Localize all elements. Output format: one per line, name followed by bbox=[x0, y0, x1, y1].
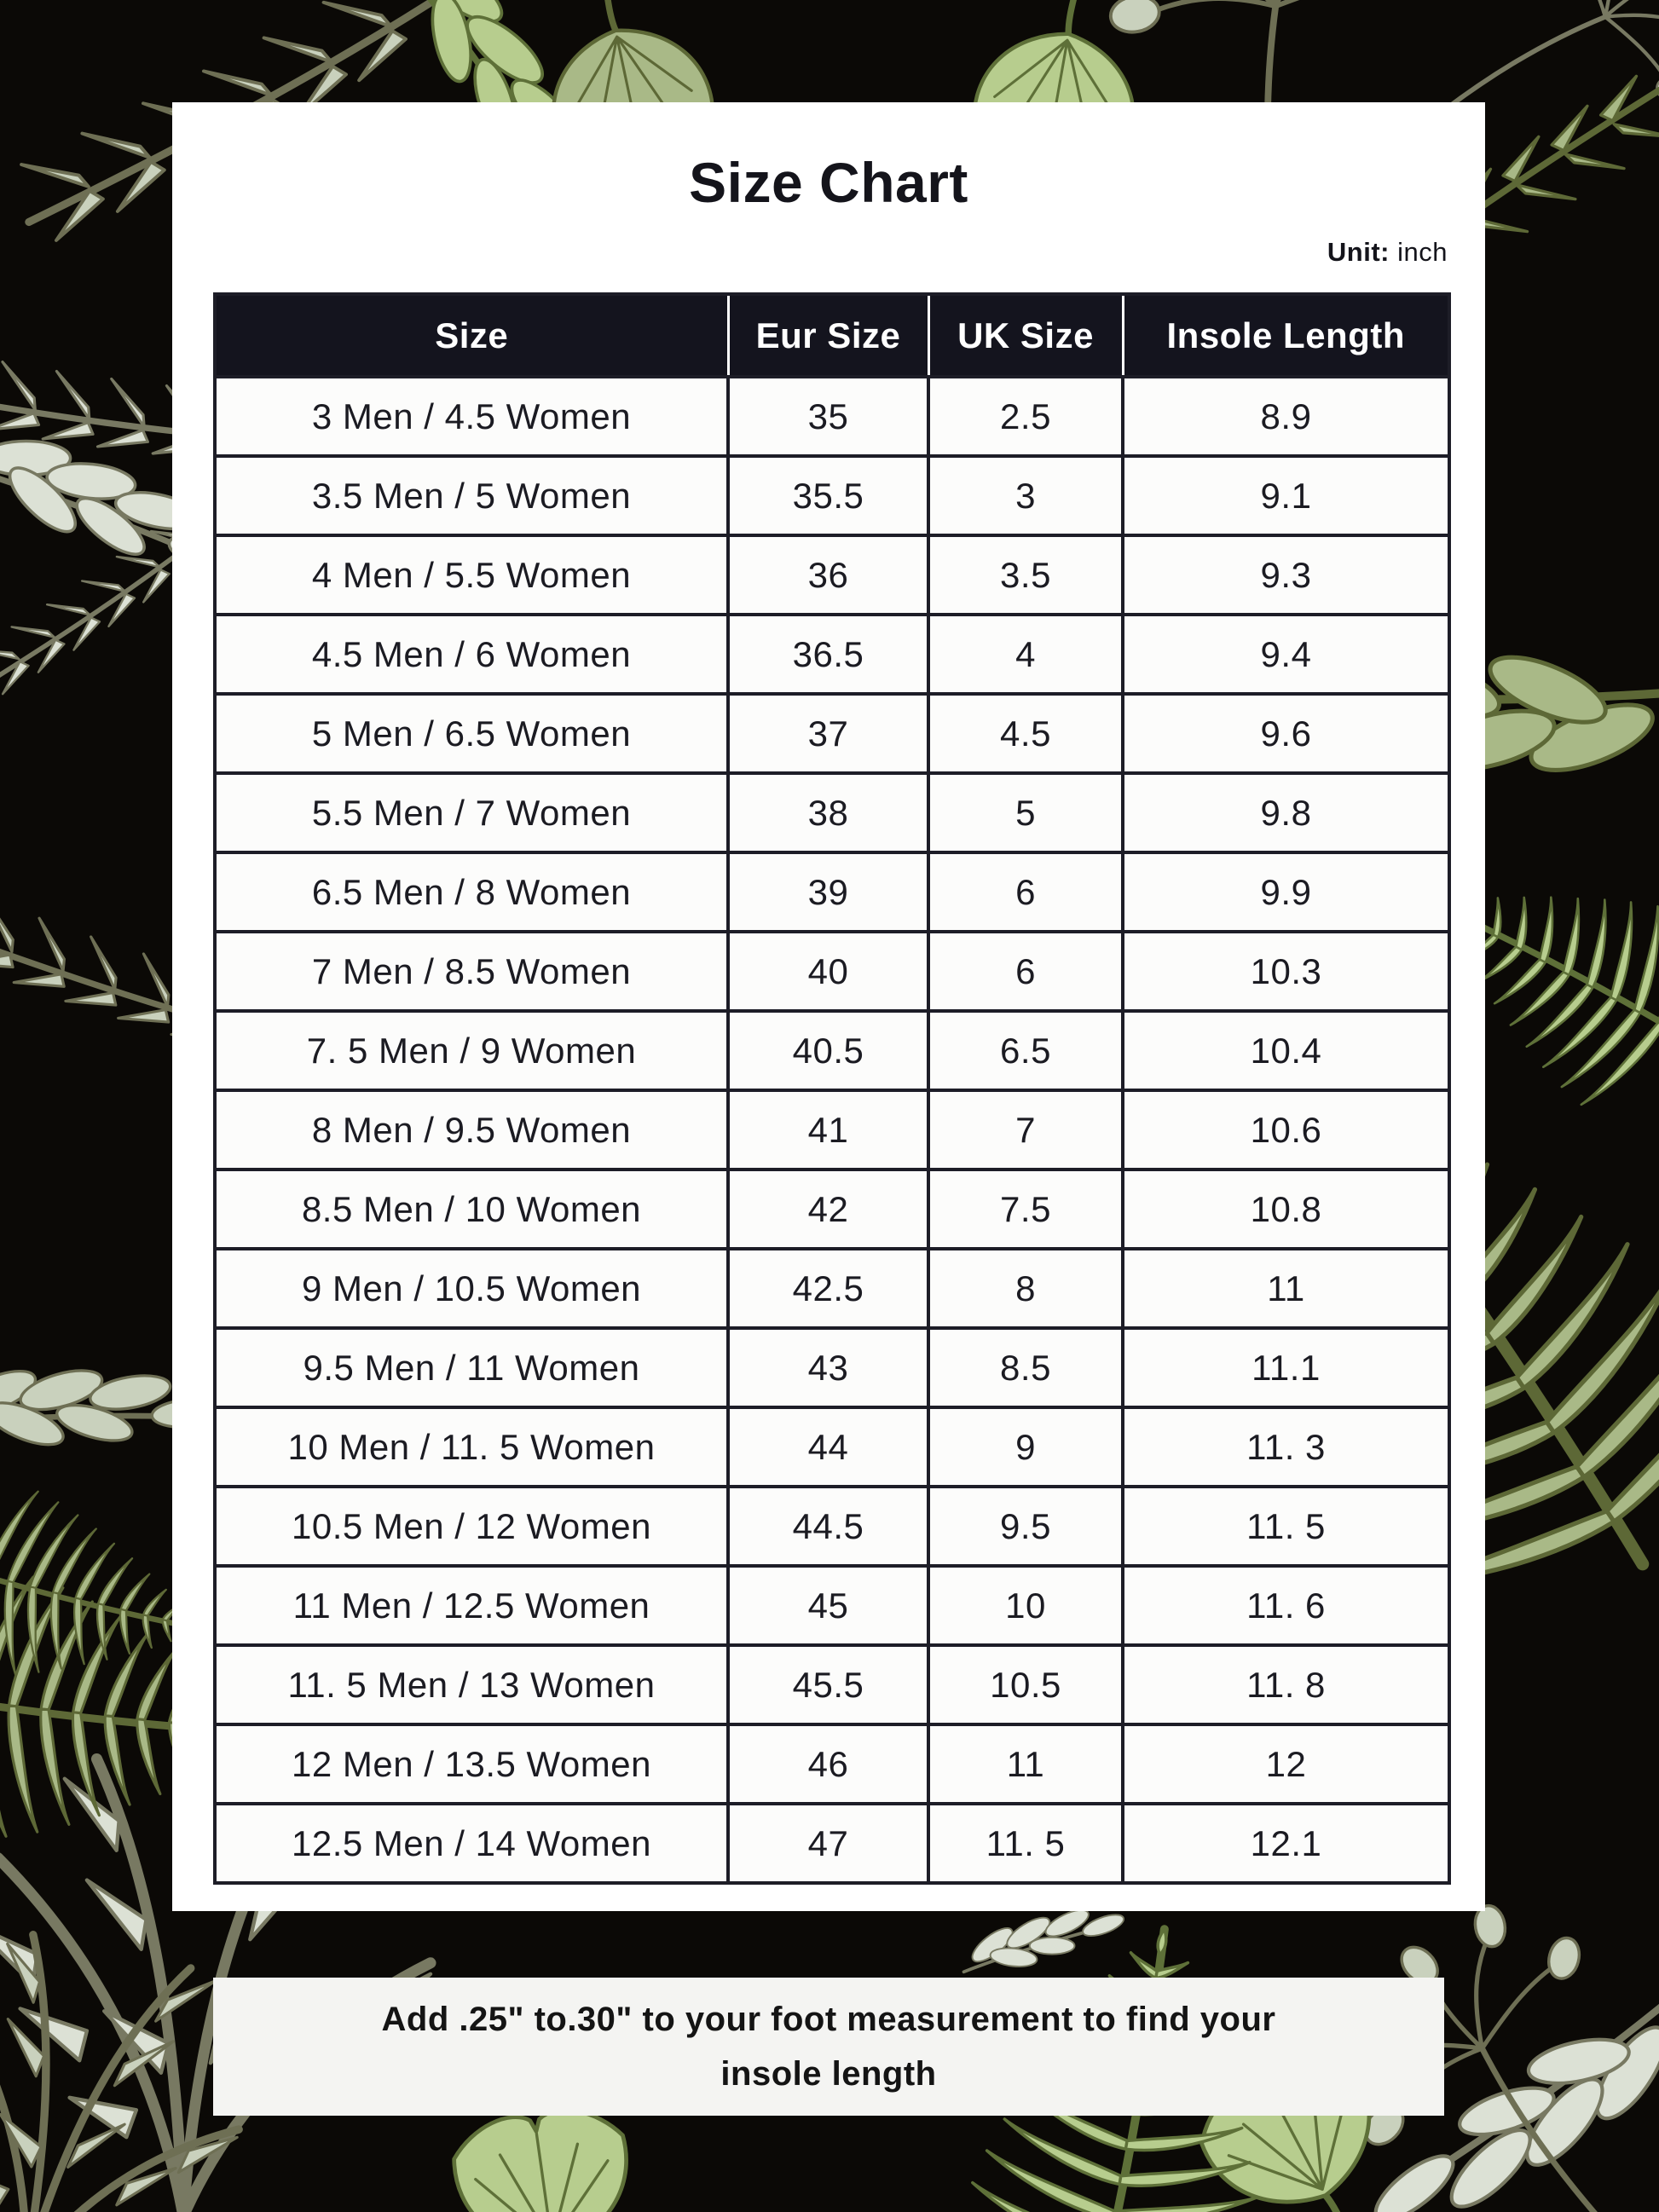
eur-size-cell: 44.5 bbox=[728, 1487, 928, 1566]
uk-size-cell: 8 bbox=[928, 1249, 1123, 1328]
size-chart-card bbox=[172, 102, 1485, 1911]
insole-length-cell: 10.4 bbox=[1123, 1011, 1449, 1090]
uk-size-cell: 9 bbox=[928, 1407, 1123, 1487]
uk-size-cell: 3 bbox=[928, 456, 1123, 535]
eur-size-cell: 45.5 bbox=[728, 1645, 928, 1724]
eur-size-cell: 41 bbox=[728, 1090, 928, 1170]
size-cell: 8 Men / 9.5 Women bbox=[215, 1090, 728, 1170]
insole-length-cell: 10.6 bbox=[1123, 1090, 1449, 1170]
unit-key: Unit: bbox=[1327, 237, 1390, 267]
size-cell: 11. 5 Men / 13 Women bbox=[215, 1645, 728, 1724]
uk-size-cell: 11. 5 bbox=[928, 1804, 1123, 1883]
insole-length-cell: 12.1 bbox=[1123, 1804, 1449, 1883]
uk-size-cell: 5 bbox=[928, 773, 1123, 852]
size-cell: 10 Men / 11. 5 Women bbox=[215, 1407, 728, 1487]
table-row bbox=[215, 1407, 1449, 1487]
table-row bbox=[215, 377, 1449, 456]
uk-size-cell: 7 bbox=[928, 1090, 1123, 1170]
eur-size-cell: 37 bbox=[728, 694, 928, 773]
eur-size-cell: 39 bbox=[728, 852, 928, 932]
size-cell: 8.5 Men / 10 Women bbox=[215, 1170, 728, 1249]
size-cell: 7 Men / 8.5 Women bbox=[215, 932, 728, 1011]
size-cell: 5.5 Men / 7 Women bbox=[215, 773, 728, 852]
insole-length-cell: 9.4 bbox=[1123, 615, 1449, 694]
uk-size-cell: 11 bbox=[928, 1724, 1123, 1804]
col-header-size: Size bbox=[215, 294, 728, 377]
uk-size-cell: 4.5 bbox=[928, 694, 1123, 773]
size-table-body bbox=[215, 377, 1449, 1883]
unit-value: inch bbox=[1397, 237, 1448, 267]
insole-length-cell: 10.3 bbox=[1123, 932, 1449, 1011]
measurement-note-line1: Add .25" to.30" to your foot measurement to find your bbox=[381, 2001, 1276, 2038]
table-row bbox=[215, 1249, 1449, 1328]
insole-length-cell: 11. 5 bbox=[1123, 1487, 1449, 1566]
size-cell: 12 Men / 13.5 Women bbox=[215, 1724, 728, 1804]
table-row bbox=[215, 456, 1449, 535]
uk-size-cell: 6 bbox=[928, 932, 1123, 1011]
size-table bbox=[213, 292, 1451, 1885]
table-row bbox=[215, 932, 1449, 1011]
eur-size-cell: 35.5 bbox=[728, 456, 928, 535]
eur-size-cell: 42.5 bbox=[728, 1249, 928, 1328]
table-row bbox=[215, 1011, 1449, 1090]
table-row bbox=[215, 1170, 1449, 1249]
eur-size-cell: 35 bbox=[728, 377, 928, 456]
eur-size-cell: 46 bbox=[728, 1724, 928, 1804]
table-row bbox=[215, 773, 1449, 852]
uk-size-cell: 3.5 bbox=[928, 535, 1123, 615]
eur-size-cell: 47 bbox=[728, 1804, 928, 1883]
table-row bbox=[215, 1804, 1449, 1883]
size-table-header bbox=[215, 294, 1449, 377]
table-row bbox=[215, 1090, 1449, 1170]
uk-size-cell: 10 bbox=[928, 1566, 1123, 1645]
insole-length-cell: 11. 3 bbox=[1123, 1407, 1449, 1487]
uk-size-cell: 6.5 bbox=[928, 1011, 1123, 1090]
page-title: Size Chart bbox=[689, 151, 968, 214]
size-cell: 3.5 Men / 5 Women bbox=[215, 456, 728, 535]
insole-length-cell: 11.1 bbox=[1123, 1328, 1449, 1407]
insole-length-cell: 9.3 bbox=[1123, 535, 1449, 615]
insole-length-cell: 9.1 bbox=[1123, 456, 1449, 535]
eur-size-cell: 44 bbox=[728, 1407, 928, 1487]
eur-size-cell: 43 bbox=[728, 1328, 928, 1407]
size-cell: 3 Men / 4.5 Women bbox=[215, 377, 728, 456]
size-cell: 6.5 Men / 8 Women bbox=[215, 852, 728, 932]
table-row bbox=[215, 694, 1449, 773]
table-row bbox=[215, 1328, 1449, 1407]
insole-length-cell: 12 bbox=[1123, 1724, 1449, 1804]
measurement-note-line2: insole length bbox=[720, 2055, 937, 2093]
table-row bbox=[215, 1724, 1449, 1804]
uk-size-cell: 2.5 bbox=[928, 377, 1123, 456]
size-cell: 12.5 Men / 14 Women bbox=[215, 1804, 728, 1883]
insole-length-cell: 9.6 bbox=[1123, 694, 1449, 773]
uk-size-cell: 6 bbox=[928, 852, 1123, 932]
unit-label bbox=[1327, 237, 1448, 268]
table-row bbox=[215, 1487, 1449, 1566]
insole-length-cell: 8.9 bbox=[1123, 377, 1449, 456]
col-header-insole-length: Insole Length bbox=[1123, 294, 1449, 377]
eur-size-cell: 38 bbox=[728, 773, 928, 852]
insole-length-cell: 11. 6 bbox=[1123, 1566, 1449, 1645]
table-row bbox=[215, 535, 1449, 615]
insole-length-cell: 9.8 bbox=[1123, 773, 1449, 852]
uk-size-cell: 7.5 bbox=[928, 1170, 1123, 1249]
uk-size-cell: 4 bbox=[928, 615, 1123, 694]
col-header-eur-size: Eur Size bbox=[728, 294, 928, 377]
size-cell: 7. 5 Men / 9 Women bbox=[215, 1011, 728, 1090]
eur-size-cell: 36 bbox=[728, 535, 928, 615]
size-cell: 5 Men / 6.5 Women bbox=[215, 694, 728, 773]
size-cell: 9 Men / 10.5 Women bbox=[215, 1249, 728, 1328]
insole-length-cell: 11. 8 bbox=[1123, 1645, 1449, 1724]
insole-length-cell: 9.9 bbox=[1123, 852, 1449, 932]
uk-size-cell: 9.5 bbox=[928, 1487, 1123, 1566]
uk-size-cell: 8.5 bbox=[928, 1328, 1123, 1407]
table-row bbox=[215, 1566, 1449, 1645]
col-header-uk-size: UK Size bbox=[928, 294, 1123, 377]
table-row bbox=[215, 615, 1449, 694]
table-row bbox=[215, 1645, 1449, 1724]
size-cell: 9.5 Men / 11 Women bbox=[215, 1328, 728, 1407]
eur-size-cell: 36.5 bbox=[728, 615, 928, 694]
insole-length-cell: 10.8 bbox=[1123, 1170, 1449, 1249]
insole-length-cell: 11 bbox=[1123, 1249, 1449, 1328]
size-cell: 4.5 Men / 6 Women bbox=[215, 615, 728, 694]
size-cell: 4 Men / 5.5 Women bbox=[215, 535, 728, 615]
eur-size-cell: 42 bbox=[728, 1170, 928, 1249]
uk-size-cell: 10.5 bbox=[928, 1645, 1123, 1724]
eur-size-cell: 40.5 bbox=[728, 1011, 928, 1090]
size-cell: 11 Men / 12.5 Women bbox=[215, 1566, 728, 1645]
eur-size-cell: 45 bbox=[728, 1566, 928, 1645]
size-cell: 10.5 Men / 12 Women bbox=[215, 1487, 728, 1566]
table-row bbox=[215, 852, 1449, 932]
measurement-note bbox=[213, 1978, 1444, 2116]
eur-size-cell: 40 bbox=[728, 932, 928, 1011]
